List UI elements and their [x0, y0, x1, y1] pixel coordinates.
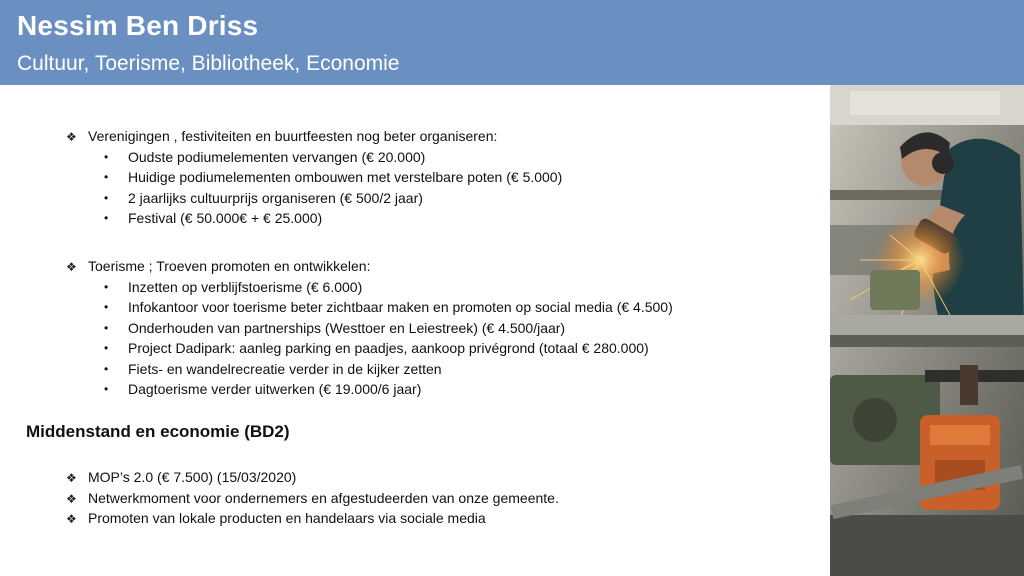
- section-middenstand: [66, 467, 559, 529]
- diamond-bullet-icon: ❖: [66, 130, 77, 144]
- section-verenigingen: [66, 126, 562, 229]
- workshop-photo: [830, 85, 1024, 576]
- list-item-text: Promoten van lokale producten en handelaars via sociale media: [88, 510, 486, 526]
- bullet-icon: •: [104, 149, 109, 164]
- list-item-text: Oudste podiumelementen vervangen (€ 20.000): [128, 148, 426, 165]
- list-item: [66, 359, 673, 380]
- list-item-text: Project Dadipark: aanleg parking en paadjes, aankoop privégrond (totaal € 280.000): [128, 340, 649, 356]
- diamond-bullet-icon: ❖: [66, 512, 77, 526]
- diamond-bullet-icon: ❖: [66, 471, 77, 485]
- bullet-icon: •: [104, 341, 109, 355]
- section-title-text: Verenigingen , festiviteiten en buurtfeesten nog beter organiseren:: [88, 128, 498, 144]
- list-item: [66, 318, 673, 339]
- bullet-icon: •: [104, 361, 109, 376]
- list-item-text: MOP’s 2.0 (€ 7.500) (15/03/2020): [88, 469, 297, 485]
- section-title-text: Toerisme ; Troeven promoten en ontwikkelen:: [88, 258, 371, 274]
- list-item-text: Dagtoerisme verder uitwerken (€ 19.000/6 jaar): [128, 381, 422, 397]
- list-item: [66, 488, 559, 509]
- bullet-icon: •: [104, 211, 109, 225]
- list-item-text: Festival (€ 50.000€ + € 25.000): [128, 210, 323, 226]
- diamond-bullet-icon: ❖: [66, 491, 77, 506]
- page-title: Nessim Ben Driss: [17, 10, 259, 41]
- bullet-icon: •: [104, 382, 109, 396]
- list-item-text: Onderhouden van partnerships (Westtoer en Leiestreek) (€ 4.500/jaar): [128, 319, 566, 336]
- list-item-text: Netwerkmoment voor ondernemers en afgestudeerden van onze gemeente.: [88, 489, 559, 506]
- list-item-text: Fiets- en wandelrecreatie verder in de kijker zetten: [128, 360, 442, 377]
- slide-content: [0, 85, 830, 576]
- bullet-icon: •: [104, 300, 109, 314]
- page-subtitle: Cultuur, Toerisme, Bibliotheek, Economie: [17, 52, 400, 75]
- section-title: [66, 256, 673, 277]
- list-item-text: 2 jaarlijks cultuurprijs organiseren (€ 500/2 jaar): [128, 189, 423, 206]
- list-item: [66, 379, 673, 400]
- list-item: [66, 508, 559, 529]
- list-item: [66, 338, 673, 359]
- bullet-icon: •: [104, 170, 109, 184]
- diamond-bullet-icon: ❖: [66, 260, 77, 274]
- section-heading-middenstand: Middenstand en economie (BD2): [26, 422, 290, 441]
- bullet-icon: •: [104, 320, 109, 335]
- list-item-text: Inzetten op verblijfstoerisme (€ 6.000): [128, 278, 363, 295]
- bullet-icon: •: [104, 279, 109, 294]
- list-item: [66, 167, 562, 188]
- list-item: [66, 188, 562, 209]
- list-item: [66, 208, 562, 229]
- list-item: [66, 147, 562, 168]
- list-item-text: Huidige podiumelementen ombouwen met verstelbare poten (€ 5.000): [128, 169, 563, 185]
- list-item: [66, 277, 673, 298]
- section-title: [66, 126, 562, 147]
- header-bar: [0, 0, 1024, 85]
- list-item-text: Infokantoor voor toerisme beter zichtbaar maken en promoten op social media (€ 4.500): [128, 299, 673, 315]
- section-toerisme: [66, 256, 673, 400]
- bullet-icon: •: [104, 190, 109, 205]
- list-item: [66, 467, 559, 488]
- list-item: [66, 297, 673, 318]
